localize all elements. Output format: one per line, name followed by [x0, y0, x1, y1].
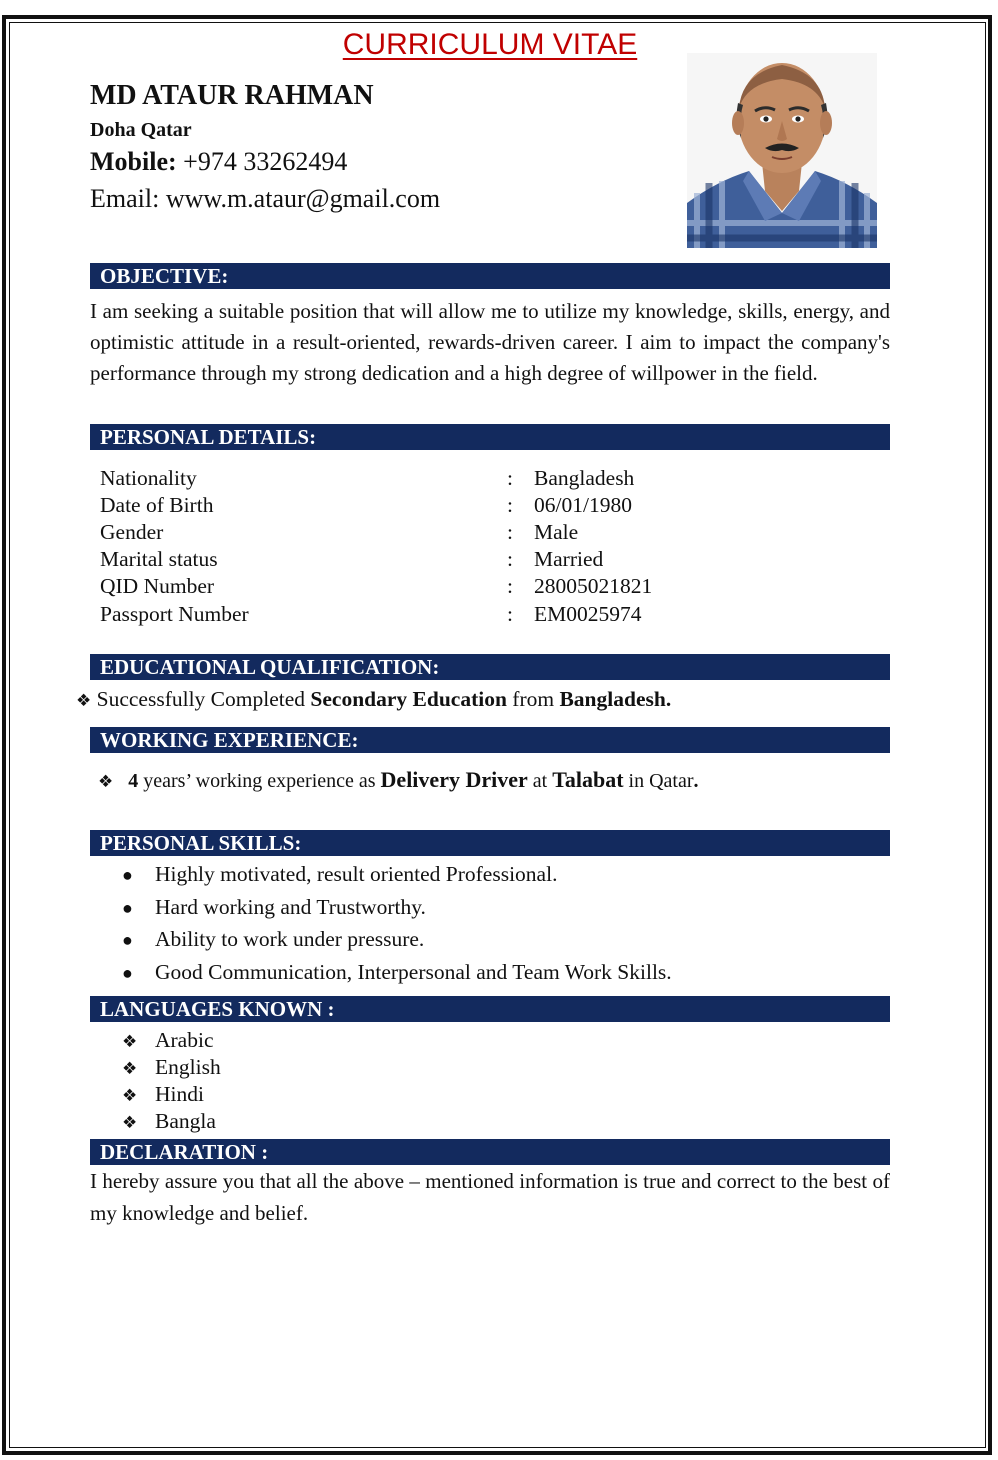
section-declaration-heading: DECLARATION :: [90, 1139, 890, 1165]
section-work-heading: WORKING EXPERIENCE:: [90, 727, 890, 753]
personal-detail-colon: :: [507, 520, 513, 544]
bullet-dot-icon: ●: [122, 898, 133, 918]
work-end: .: [693, 770, 699, 792]
personal-detail-value: EM0025974: [534, 602, 642, 626]
personal-detail-value: Bangladesh: [534, 466, 635, 490]
candidate-name: MD ATAUR RAHMAN: [90, 80, 374, 111]
personal-detail-value: Married: [534, 547, 604, 571]
education-item: [76, 687, 671, 712]
personal-detail-label: QID Number: [100, 574, 215, 598]
personal-detail-value: 28005021821: [534, 574, 653, 598]
personal-detail-colon: :: [507, 547, 513, 571]
skill-item: [122, 895, 426, 920]
education-prefix: Successfully Completed: [96, 687, 311, 711]
bullet-dot-icon: ●: [122, 865, 133, 885]
diamond-bullet-icon: ❖: [76, 691, 92, 711]
personal-detail-label: Date of Birth: [100, 493, 214, 517]
section-personal-details-heading: PERSONAL DETAILS:: [90, 424, 890, 450]
diamond-bullet-icon: ❖: [122, 1113, 138, 1133]
language-text: Bangla: [155, 1109, 216, 1133]
personal-detail-colon: :: [507, 466, 513, 490]
personal-detail-label: Marital status: [100, 547, 218, 571]
section-skills-heading: PERSONAL SKILLS:: [90, 830, 890, 856]
personal-detail-row: [100, 466, 800, 493]
personal-detail-row: [100, 602, 800, 629]
skill-text: Good Communication, Interpersonal and Team Work Skills.: [155, 960, 672, 984]
declaration-text: I hereby assure you that all the above – mentioned information is true and correct to the best of my knowledge and belief.: [90, 1169, 890, 1225]
work-years: 4: [128, 770, 139, 792]
language-item: [122, 1109, 216, 1134]
document-title: CURRICULUM VITAE: [342, 28, 638, 61]
personal-detail-row: [100, 547, 800, 574]
mobile-label: Mobile:: [90, 147, 177, 176]
skill-item: [122, 862, 557, 887]
education-middle: from: [506, 687, 560, 711]
diamond-bullet-icon: ❖: [122, 1086, 138, 1106]
work-text-2: at: [527, 770, 553, 792]
diamond-bullet-icon: ❖: [122, 1059, 138, 1079]
personal-detail-label: Passport Number: [100, 602, 249, 626]
personal-detail-label: Nationality: [100, 466, 197, 490]
work-item: [98, 767, 699, 793]
education-level: Secondary Education: [310, 687, 507, 711]
language-item: [122, 1055, 221, 1080]
language-text: Arabic: [155, 1028, 214, 1052]
language-text: Hindi: [155, 1082, 204, 1106]
work-text-1: years’ working experience as: [138, 770, 381, 792]
candidate-mobile: [90, 147, 347, 177]
language-item: [122, 1028, 214, 1053]
candidate-location: Doha Qatar: [90, 119, 192, 141]
skill-item: [122, 927, 424, 952]
work-text-3: in Qatar: [623, 770, 694, 792]
education-country: Bangladesh.: [559, 687, 672, 711]
skill-item: [122, 960, 672, 985]
language-text: English: [155, 1055, 221, 1079]
mobile-value: +974 33262494: [183, 147, 348, 176]
personal-detail-label: Gender: [100, 520, 164, 544]
work-role: Delivery Driver: [380, 767, 528, 792]
work-company: Talabat: [552, 767, 624, 792]
section-education-heading: EDUCATIONAL QUALIFICATION:: [90, 654, 890, 680]
candidate-email: Email: www.m.ataur@gmail.com: [90, 184, 441, 213]
diamond-bullet-icon: ❖: [122, 1032, 138, 1052]
bullet-dot-icon: ●: [122, 930, 133, 950]
skill-text: Hard working and Trustworthy.: [155, 895, 426, 919]
personal-detail-colon: :: [507, 602, 513, 626]
personal-detail-colon: :: [507, 574, 513, 598]
diamond-bullet-icon: ❖: [98, 772, 114, 792]
skill-text: Highly motivated, result oriented Professional.: [155, 862, 558, 886]
personal-detail-row: [100, 520, 800, 547]
personal-detail-row: [100, 493, 800, 520]
section-objective-heading: OBJECTIVE:: [90, 263, 890, 289]
profile-photo: [687, 53, 877, 248]
section-languages-heading: LANGUAGES KNOWN :: [90, 996, 890, 1022]
bullet-dot-icon: ●: [122, 963, 133, 983]
objective-text: I am seeking a suitable position that will allow me to utilize my knowledge, skills, energy, and optimistic attitude in a result-oriented, rewards-driven career. I aim to impact the company's performance through my strong dedication and a high degree of willpower in the field.: [90, 299, 890, 385]
personal-detail-value: 06/01/1980: [534, 493, 632, 517]
skill-text: Ability to work under pressure.: [155, 927, 425, 951]
language-item: [122, 1082, 204, 1107]
personal-detail-value: Male: [534, 520, 579, 544]
profile-photo-illustration: [687, 53, 877, 248]
personal-detail-colon: :: [507, 493, 513, 517]
personal-detail-row: [100, 574, 800, 601]
